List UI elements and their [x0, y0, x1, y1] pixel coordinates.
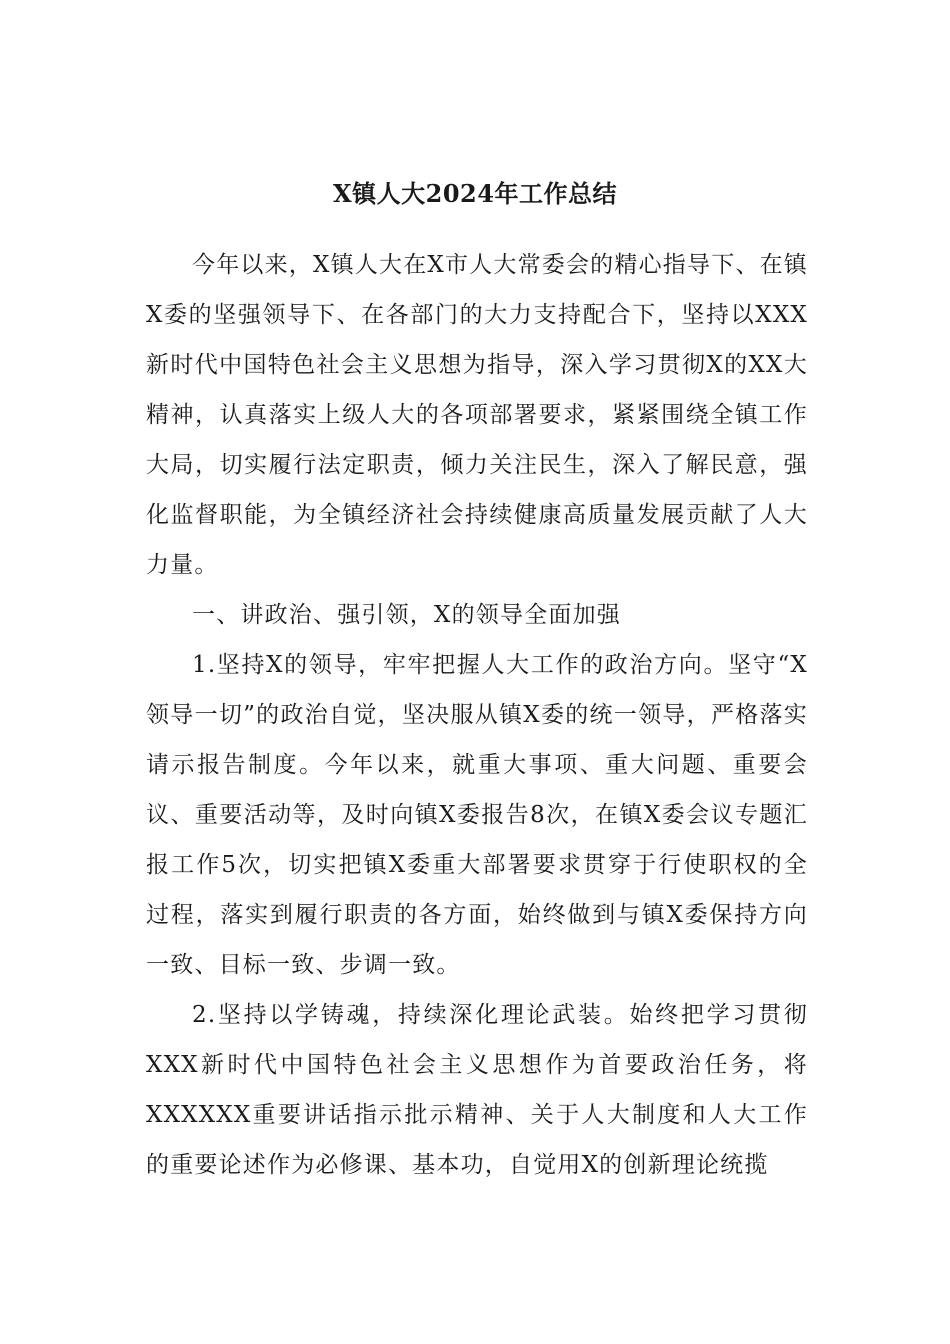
item-paragraph-2: 2.坚持以学铸魂，持续深化理论武装。始终把学习贯彻XXX新时代中国特色社会主义思想作为首要政治任务，将XXXXXX重要讲话指示批示精神、关于人大制度和人大工作的重要论述作为必修课、基本功，自觉用X的创新理论统揽 [146, 1002, 808, 1178]
intro-paragraph: 今年以来，X镇人大在X市人大常委会的精心指导下、在镇X委的坚强领导下、在各部门的大力支持配合下，坚持以XXX新时代中国特色社会主义思想为指导，深入学习贯彻X的XX大精神，认真落实上级人大的各项部署要求，紧紧围绕全镇工作大局，切实履行法定职责，倾力关注民生，深入了解民意，强化监督职能，为全镇经济社会持续健康高质量发展贡献了人大力量。 [146, 252, 808, 578]
document-body [146, 240, 808, 1190]
document-title: X镇人大2024年工作总结 [333, 179, 617, 209]
section-heading-1: 一、讲政治、强引领，X的领导全面加强 [192, 602, 621, 628]
item-paragraph-1: 1.坚持X的领导，牢牢把握人大工作的政治方向。坚守“X领导一切”的政治自觉，坚决服从镇X委的统一领导，严格落实请示报告制度。今年以来，就重大事项、重大问题、重要会议、重要活动等，及时向镇X委报告8次，在镇X委会议专题汇报工作5次，切实把镇X委重大部署要求贯穿于行使职权的全过程，落实到履行职责的各方面，始终做到与镇X委保持方向一致、目标一致、步调一致。 [146, 652, 808, 978]
